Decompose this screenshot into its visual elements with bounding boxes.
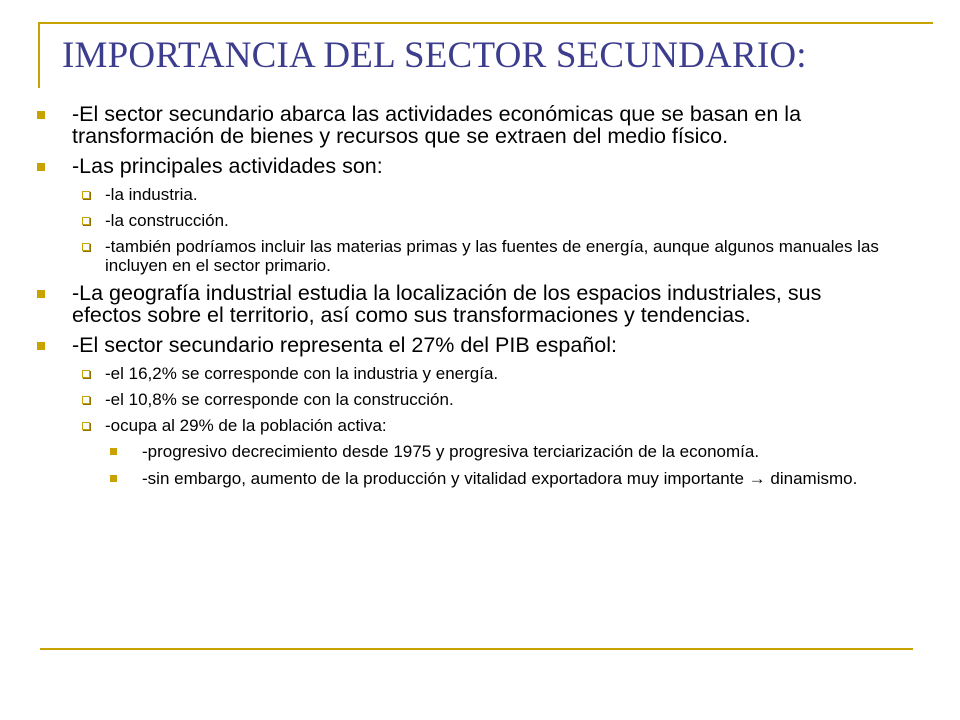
sub-bullet-item <box>0 390 925 409</box>
bullet-item <box>0 103 822 147</box>
square-bullet-icon <box>37 111 45 119</box>
bullet-item <box>0 155 822 177</box>
bullet-text: -Las principales actividades son: <box>72 154 383 178</box>
sub-sub-bullet-item <box>0 469 872 488</box>
sub-bullet-text: -también podríamos incluir las materias primas y las fuentes de energía, aunque algunos manuales las incluyen en el sector primario. <box>105 237 879 275</box>
hollow-box-bullet-icon <box>82 422 90 430</box>
sub-bullet-text: -ocupa al 29% de la población activa: <box>105 416 387 435</box>
bullet-item <box>0 282 822 326</box>
sub-bullet-text: -el 16,2% se corresponde con la industria y energía. <box>105 364 499 383</box>
square-bullet-icon <box>37 342 45 350</box>
square-bullet-icon <box>37 290 45 298</box>
square-bullet-icon <box>37 163 45 171</box>
sub-sub-bullet-text: -sin embargo, aumento de la producción y vitalidad exportadora muy importante → dinamismo. <box>142 469 858 488</box>
square-bullet-icon <box>110 448 117 455</box>
slide-title: IMPORTANCIA DEL SECTOR SECUNDARIO: <box>62 35 807 76</box>
sub-bullet-item <box>0 211 925 230</box>
hollow-box-bullet-icon <box>82 191 90 199</box>
hollow-box-bullet-icon <box>82 217 90 225</box>
sub-bullet-item <box>0 237 925 275</box>
sub-bullet-text: -la industria. <box>105 185 198 204</box>
sub-bullet-item <box>0 364 925 383</box>
bullet-text: -La geografía industrial estudia la localización de los espacios industriales, sus efectos sobre el territorio, así como sus transformaciones y tendencias. <box>72 281 822 327</box>
bullet-text: -El sector secundario representa el 27% del PIB español: <box>72 333 617 357</box>
bottom-rule <box>40 648 913 650</box>
top-rule <box>38 22 933 24</box>
bullet-item <box>0 334 822 356</box>
hollow-box-bullet-icon <box>82 396 90 404</box>
hollow-box-bullet-icon <box>82 243 90 251</box>
sub-sub-bullet-item <box>0 442 872 461</box>
slide-body <box>0 103 960 496</box>
sub-bullet-item <box>0 416 925 435</box>
sub-sub-bullet-text: -progresivo decrecimiento desde 1975 y progresiva terciarización de la economía. <box>142 442 760 461</box>
square-bullet-icon <box>110 475 117 482</box>
sub-bullet-text: -el 10,8% se corresponde con la construcción. <box>105 390 454 409</box>
hollow-box-bullet-icon <box>82 370 90 378</box>
bullet-text: -El sector secundario abarca las actividades económicas que se basan en la transformación de bienes y recursos que se extraen del medio físico. <box>72 102 802 148</box>
sub-bullet-item <box>0 185 925 204</box>
sub-bullet-text: -la construcción. <box>105 211 229 230</box>
left-rule <box>38 22 40 88</box>
